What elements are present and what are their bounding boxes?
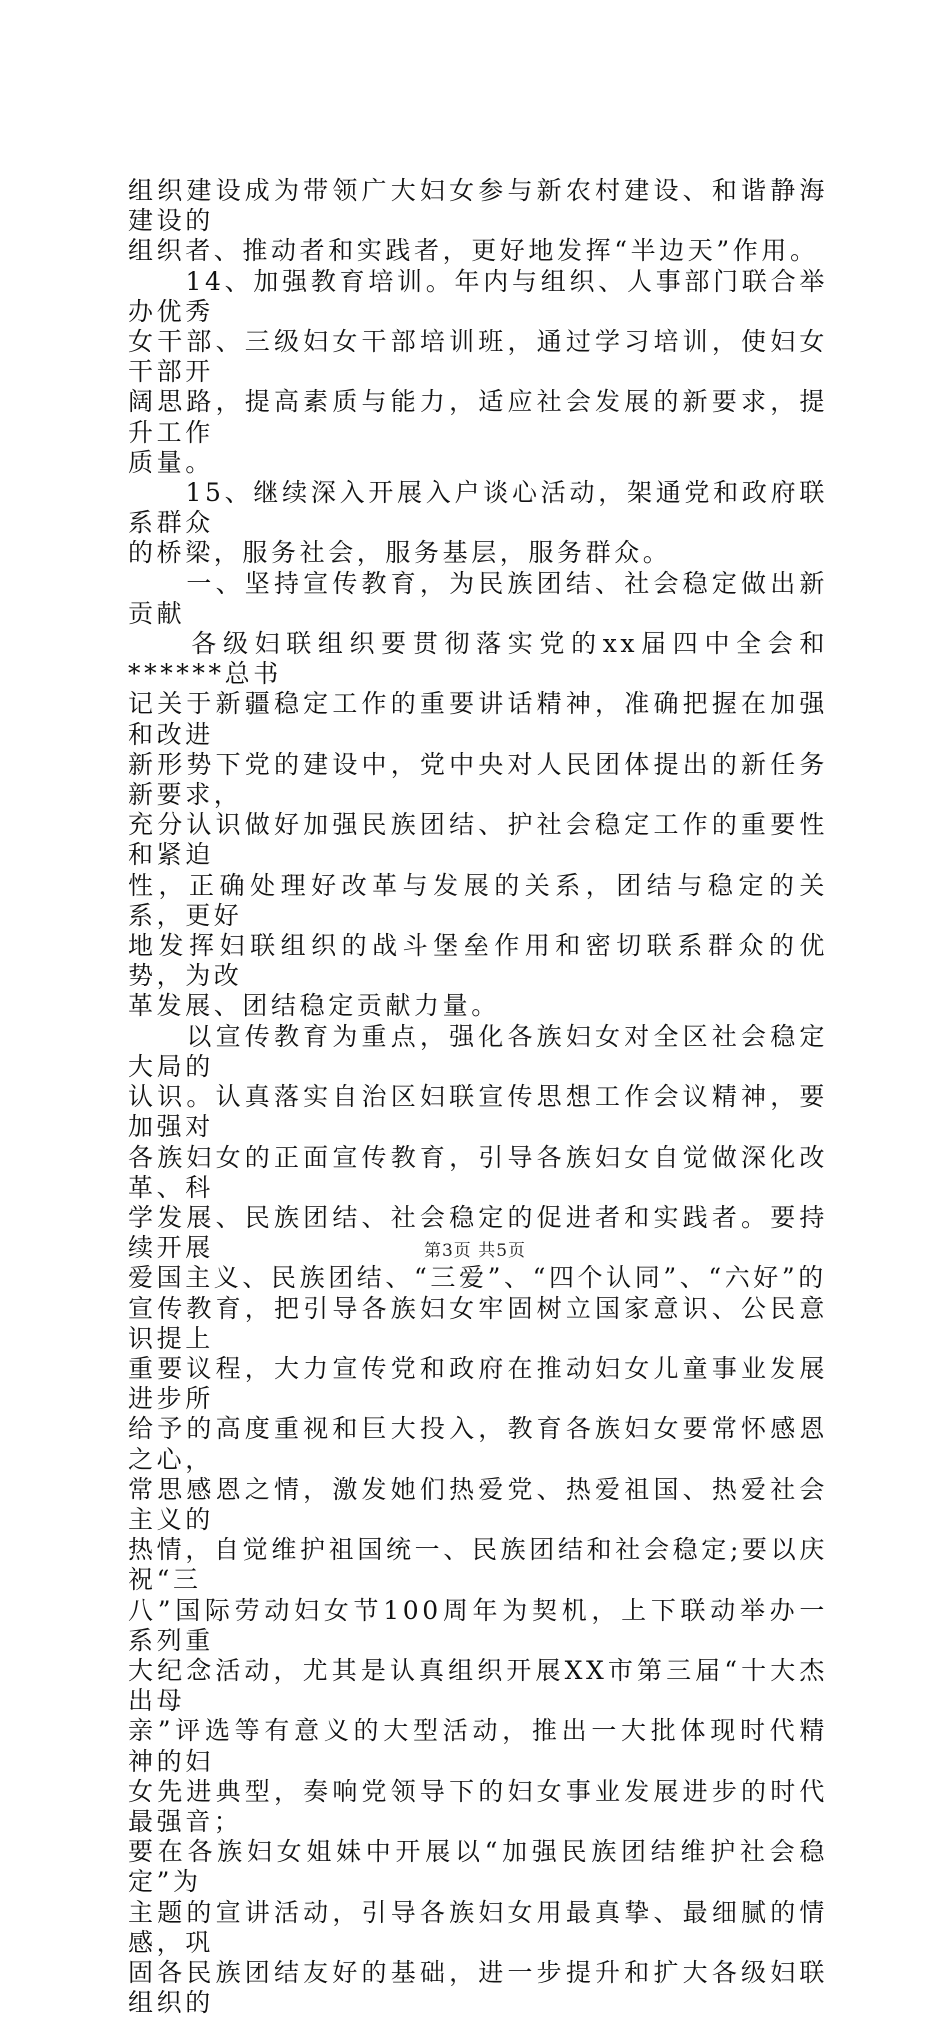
line: 主题的宣讲活动，引导各族妇女用最真挚、最细腻的情感，巩 [128, 1897, 828, 1957]
line: 组织建设成为带领广大妇女参与新农村建设、和谐静海建设的 [128, 176, 828, 236]
line: 常思感恩之情，激发她们热爱党、热爱祖国、热爱社会主义的 [128, 1474, 828, 1534]
line: 宣传教育，把引导各族妇女牢固树立国家意识、公民意识提上 [128, 1293, 828, 1353]
line: 要在各族妇女姐妹中开展以“加强民族团结维护社会稳定”为 [128, 1837, 828, 1897]
line: 重要议程，大力宣传党和政府在推动妇女儿童事业发展进步所 [128, 1353, 828, 1414]
line: 固各民族团结友好的基础，进一步提升和扩大各级妇联组织的 [128, 1957, 828, 2018]
line: 阔思路，提高素质与能力，适应社会发展的新要求，提升工作 [128, 387, 828, 447]
line: 以宣传教育为重点，强化各族妇女对全区社会稳定大局的 [128, 1021, 828, 1081]
section-heading: 一、坚持宣传教育，为民族团结、社会稳定做出新贡献 [128, 568, 828, 628]
line: 热情，自觉维护祖国统一、民族团结和社会稳定;要以庆祝“三 [128, 1535, 828, 1595]
line: 革发展、团结稳定贡献力量。 [128, 991, 500, 1021]
line: 爱国主义、民族团结、“三爱”、“四个认同”、“六好”的 [128, 1263, 827, 1293]
line: 性，正确处理好改革与发展的关系，团结与稳定的关系，更好 [128, 870, 828, 930]
line: 组织者、推动者和实践者，更好地发挥“半边天”作用。 [128, 236, 819, 266]
document-body [128, 176, 828, 2018]
line: 记关于新疆稳定工作的重要讲话精神，准确把握在加强和改进 [128, 689, 828, 749]
line: 大纪念活动，尤其是认真组织开展XX市第三届“十大杰出母 [128, 1655, 828, 1716]
line: 八”国际劳动妇女节100周年为契机，上下联动举办一系列重 [128, 1595, 828, 1655]
line: 的桥梁，服务社会，服务基层，服务群众。 [128, 538, 672, 568]
line: 15、继续深入开展入户谈心活动，架通党和政府联系群众 [128, 478, 828, 538]
line: 地发挥妇联组织的战斗堡垒作用和密切联系群众的优势，为改 [128, 931, 828, 991]
line: 认识。认真落实自治区妇联宣传思想工作会议精神，要加强对 [128, 1082, 828, 1142]
line: 质量。 [128, 447, 214, 477]
line: 女干部、三级妇女干部培训班，通过学习培训，使妇女干部开 [128, 327, 828, 387]
line: 亲”评选等有意义的大型活动，推出一大批体现时代精神的妇 [128, 1716, 828, 1776]
line: 女先进典型，奏响党领导下的妇女事业发展进步的时代最强音； [128, 1776, 828, 1836]
line: 给予的高度重视和巨大投入，教育各族妇女要常怀感恩之心， [128, 1414, 828, 1474]
page-number-footer: 第3页 共5页 [423, 1241, 527, 1261]
line: 各级妇联组织要贯彻落实党的xx届四中全会和******总书 [128, 629, 828, 689]
line: 学发展、民族团结、社会稳定的促进者和实践者。要持续开展 [128, 1202, 828, 1263]
line: 充分认识做好加强民族团结、护社会稳定工作的重要性和紧迫 [128, 810, 828, 870]
line: 各族妇女的正面宣传教育，引导各族妇女自觉做深化改革、科 [128, 1142, 828, 1202]
line: 新形势下党的建设中，党中央对人民团体提出的新任务新要求， [128, 749, 828, 810]
line: 14、加强教育培训。年内与组织、人事部门联合举办优秀 [128, 266, 828, 326]
